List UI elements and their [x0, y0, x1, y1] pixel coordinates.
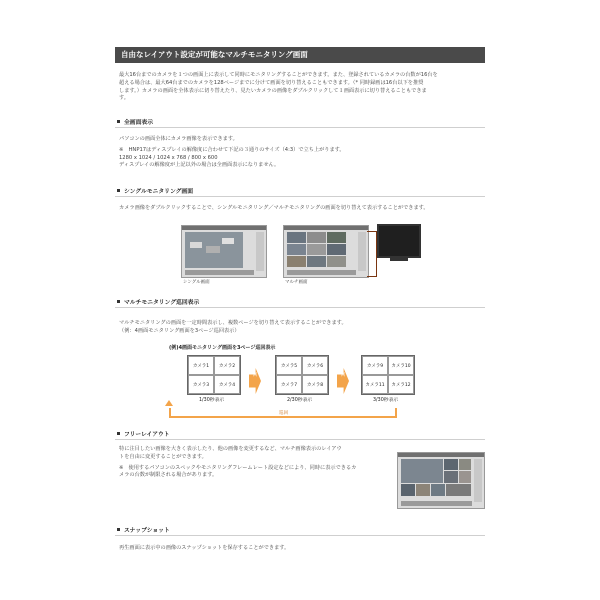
camera-cell: カメラ10 [388, 356, 414, 375]
text-line: ※ HNP17はディスプレイの解像度に合わせて下記の３通りのサイズ（4:3）で立ち上がります。 [119, 146, 345, 153]
camera-cell: カメラ3 [188, 375, 214, 394]
text-line: ディスプレイの解像度が上記以外の場合は全画面表示になりません。 [119, 162, 280, 169]
arrow-label: 巡回 [252, 372, 263, 377]
return-label: 巡回 [279, 411, 288, 416]
section-title: スナップショット [124, 528, 170, 534]
section-header-multi [115, 296, 485, 308]
page-grid-3 [361, 355, 415, 395]
bullet-icon [117, 189, 120, 192]
bullet-icon [117, 528, 120, 531]
text-line: マルチモニタリングの画面を一定時間表示し、複数ページを切り替えて表示することができます。 [119, 320, 347, 326]
display-time: 1/30秒表示 [199, 398, 225, 403]
text-line: （例：4画面モニタリング画面を3ページ巡回表示） [119, 327, 240, 334]
multi-screen-image [283, 225, 369, 278]
camera-cell: カメラ7 [276, 375, 302, 394]
section-header-free [115, 428, 485, 440]
camera-cell: カメラ9 [362, 356, 388, 375]
text-line: トを自由に変更することができます。 [119, 453, 207, 460]
text-line: 1280 x 1024 / 1024 x 768 / 800 x 600 [119, 154, 218, 161]
bullet-icon [117, 432, 120, 435]
text-line: パソコンの画面全体にカメラ画像を表示できます。 [119, 136, 238, 142]
banner-title: 自由なレイアウト設定が可能なマルチモニタリング画面 [121, 50, 308, 59]
snapshot-paragraph [119, 545, 481, 553]
free-layout-image [397, 452, 485, 509]
page-grid-2 [275, 355, 329, 395]
section-title: フリーレイアウト [124, 432, 170, 438]
section-title: マルチモニタリング巡回表示 [124, 300, 200, 306]
arrow-label: 巡回 [340, 372, 351, 377]
camera-cell: カメラ1 [188, 356, 214, 375]
intro-paragraph [119, 72, 481, 103]
bullet-icon [117, 120, 120, 123]
section-header-snapshot [115, 524, 485, 536]
bullet-icon [117, 300, 120, 303]
section-title: シングルモニタリング画面 [124, 189, 194, 195]
caption-multi: マルチ画面 [285, 280, 308, 285]
single-screen-image [181, 225, 267, 278]
section-banner [115, 47, 485, 63]
text-line: ※ 使用するパソコンのスペックやモニタリングフレームレート設定などにより、同時に表示できるカ [119, 464, 357, 471]
intro-line: 最大16台までのカメラを１つの画面上に表示して同時にモニタリングすることができます。また、登録されているカメラの台数が16台を [119, 72, 438, 78]
text-line: 特に注目したい画像を大きく表示したり、他の画像を変更するなど、マルチ画像表示のレイアウ [119, 446, 342, 452]
intro-line: 超える場合は、最大64台までのカメラを128ページまでに分けて画面を切り替えることもできます。（* 同時録画は16台以下を推奨 [119, 79, 424, 86]
section-title: 全画面表示 [124, 120, 153, 126]
text-line: 再生画面に表示中の画像のスナップショットを保存することができます。 [119, 545, 290, 551]
camera-cell: カメラ6 [302, 356, 328, 375]
display-time: 2/30秒表示 [287, 398, 313, 403]
page-grid-1 [187, 355, 241, 395]
connector-bracket [367, 231, 377, 277]
camera-cell: カメラ2 [214, 356, 240, 375]
section-header-full [115, 116, 485, 128]
camera-cell: カメラ5 [276, 356, 302, 375]
single-paragraph [119, 205, 481, 213]
camera-cell: カメラ12 [388, 375, 414, 394]
caption-single: シングル画面 [183, 280, 210, 285]
monitor-icon [377, 224, 421, 258]
camera-cell: カメラ4 [214, 375, 240, 394]
free-paragraph [119, 446, 399, 480]
return-arrow-head-icon [165, 400, 173, 406]
intro-line: します。）カメラの画面を全体表示に切り替えたり、見たいカメラの画像をダブルクリックして１画面表示に切り替えることもできま [119, 87, 427, 94]
text-line: メラの台数が制限される場合があります。 [119, 472, 218, 479]
display-time: 3/30秒表示 [373, 398, 399, 403]
text-line: カメラ画像をダブルクリックすることで、シングルモニタリング／マルチモニタリングの画面を切り替えて表示することができます。 [119, 205, 429, 211]
camera-cell: カメラ11 [362, 375, 388, 394]
diagram-title: (例)4画面モニタリング画面を3ページ巡回表示 [169, 345, 276, 351]
intro-line: す。 [119, 95, 129, 102]
full-paragraph [119, 136, 481, 170]
section-header-single [115, 185, 485, 197]
monitor-stand-icon [390, 258, 408, 261]
multi-paragraph [119, 320, 481, 336]
camera-cell: カメラ8 [302, 375, 328, 394]
